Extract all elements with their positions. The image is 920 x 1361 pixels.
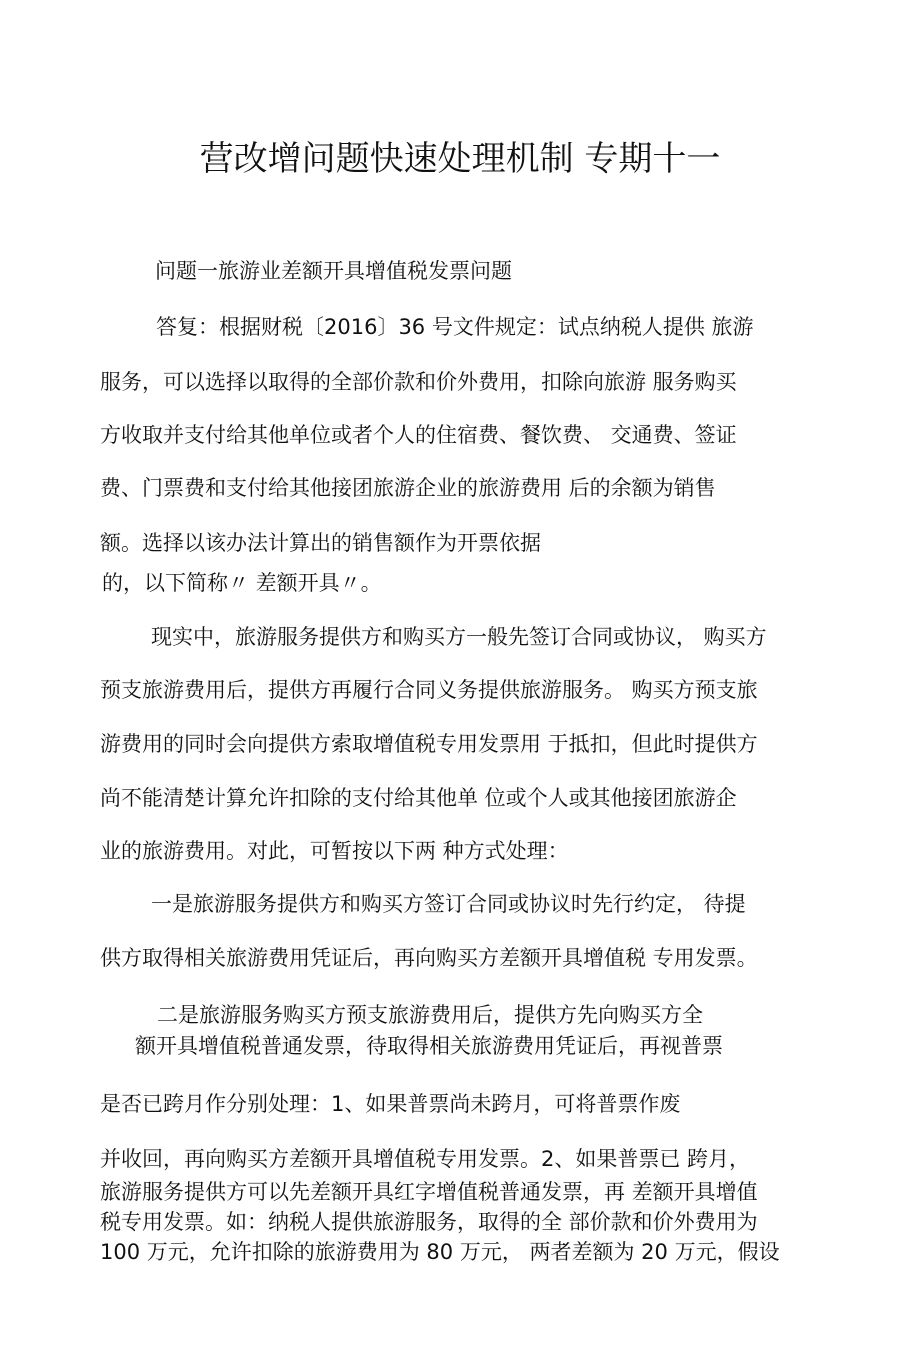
paragraph-line: 游费用的同时会向提供方索取增值税专用发票用 于抵扣，但此时提供方: [100, 732, 758, 756]
paragraph-line: 现实中，旅游服务提供方和购买方一般先签订合同或协议， 购买方: [151, 625, 767, 649]
paragraph-line: 服务，可以选择以取得的全部价款和价外费用，扣除向旅游 服务购买: [100, 370, 737, 394]
paragraph-line: 并收回，再向购买方差额开具增值税专用发票。2、如果普票已 跨月，: [100, 1147, 751, 1171]
paragraph-line: 旅游服务提供方可以先差额开具红字增值税普通发票，再 差额开具增值: [100, 1180, 758, 1204]
paragraph-line: 额。选择以该办法计算出的销售额作为开票依据: [100, 531, 541, 555]
paragraph-line: 额开具增值税普通发票，待取得相关旅游费用凭证后，再视普票: [135, 1034, 723, 1058]
paragraph-line: 二是旅游服务购买方预支旅游费用后，提供方先向购买方全: [157, 1003, 703, 1027]
paragraph-line: 方收取并支付给其他单位或者个人的住宿费、餐饮费、 交通费、签证: [100, 423, 737, 447]
paragraph-line: 的，以下简称〃 差额开具〃。: [102, 571, 382, 595]
paragraph-line: 供方取得相关旅游费用凭证后，再向购买方差额开具增值税 专用发票。: [100, 946, 758, 970]
paragraph-line: 一是旅游服务提供方和购买方签订合同或协议时先行约定， 待提: [151, 892, 746, 916]
paragraph-line: 税专用发票。如：纳税人提供旅游服务，取得的全 部价款和价外费用为: [100, 1210, 758, 1234]
paragraph-line: 尚不能清楚计算允许扣除的支付给其他单 位或个人或其他接团旅游企: [100, 786, 737, 810]
paragraph-line: 100 万元，允许扣除的旅游费用为 80 万元， 两者差额为 20 万元，假设: [100, 1240, 780, 1264]
paragraph-line: 预支旅游费用后，提供方再履行合同义务提供旅游服务。 购买方预支旅: [100, 678, 758, 702]
paragraph-line: 答复：根据财税〔2016〕36 号文件规定：试点纳税人提供 旅游: [156, 315, 754, 339]
paragraph-line: 费、门票费和支付给其他接团旅游企业的旅游费用 后的余额为销售: [100, 476, 716, 500]
paragraph-line: 是否已跨月作分别处理：1、如果普票尚未跨月，可将普票作废: [100, 1092, 681, 1116]
question-heading: 问题一旅游业差额开具增值税发票问题: [155, 259, 512, 283]
document-title: 营改增问题快速处理机制 专期十一: [199, 139, 721, 179]
paragraph-line: 业的旅游费用。对此，可暂按以下两 种方式处理：: [100, 839, 569, 863]
